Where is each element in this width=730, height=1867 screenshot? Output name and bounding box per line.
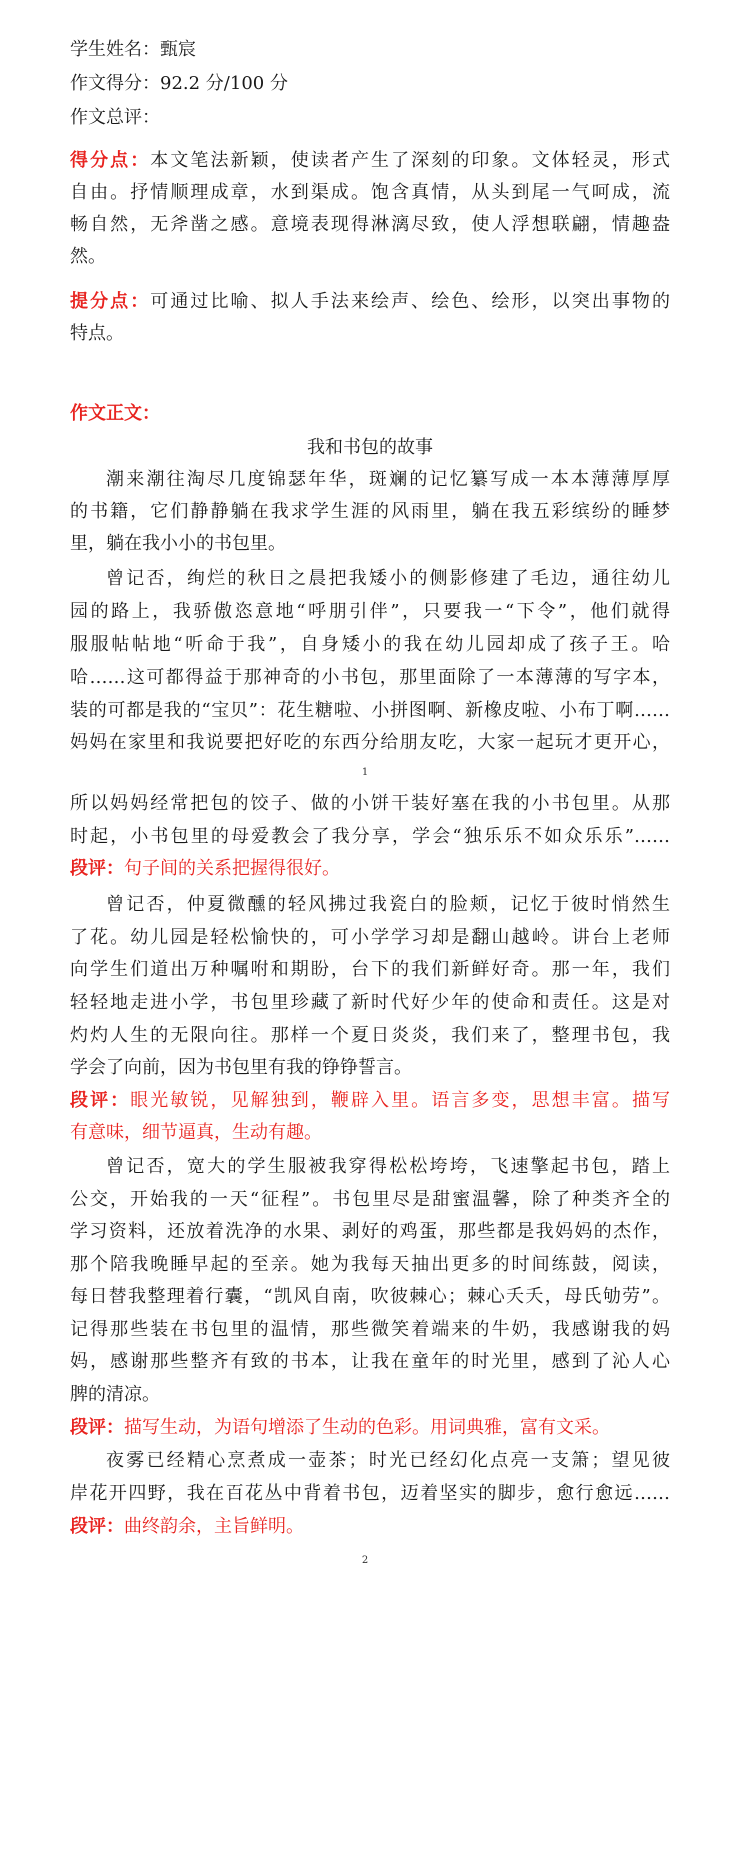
p2-line-5: 装的可都是我的“宝贝”：花生糖啦、小拼图啊、新橡皮啦、小布丁啊…… <box>70 700 670 721</box>
comment-2-line-2: 有意味，细节逼真，生动有趣。 <box>70 1122 322 1143</box>
improve-line-2: 特点。 <box>70 323 124 344</box>
p3-line-1: 曾记否，仲夏微醺的轻风拂过我瓷白的脸颊，记忆于彼时悄然生 <box>106 894 670 915</box>
p4-line-4: 那个陪我晚睡早起的至亲。她为我每天抽出更多的时间练鼓，阅读， <box>70 1254 670 1275</box>
merits-line-1 <box>70 149 670 173</box>
merits-text: 本文笔法新颖，使读者产生了深刻的印象。文体轻灵，形式 <box>150 150 671 171</box>
comment-2-label: 段评： <box>70 1090 131 1111</box>
p4-line-1: 曾记否，宽大的学生服被我穿得松松垮垮，飞速擎起书包，踏上 <box>106 1156 670 1177</box>
p3-line-4: 轻轻地走进小学，书包里珍藏了新时代好少年的使命和责任。这是对 <box>70 992 670 1013</box>
merits-label: 得分点： <box>70 150 151 171</box>
improve-text: 可通过比喻、拟人手法来绘声、绘色、绘形，以突出事物的 <box>150 291 671 312</box>
p2-line-3: 服服帖帖地“听命于我”，自身矮小的我在幼儿园却成了孩子王。哈 <box>70 634 670 655</box>
p2-line-1: 曾记否，绚烂的秋日之晨把我矮小的侧影修建了毛边，通往幼儿 <box>106 568 670 589</box>
p5-line-2: 岸花开四野，我在百花丛中背着书包，迈着坚实的脚步，愈行愈远…… <box>70 1483 670 1504</box>
p2-line-2: 园的路上，我骄傲恣意地“呼朋引伴”，只要我一“下令”，他们就得 <box>70 601 670 622</box>
comment-3-text: 描写生动，为语句增添了生动的色彩。用词典雅，富有文采。 <box>124 1417 610 1438</box>
p4-line-5: 每日替我整理着行囊，“凯风自南，吹彼棘心；棘心夭夭，母氏劬劳”。 <box>70 1286 670 1307</box>
page-number-2: 2 <box>361 1555 369 1566</box>
comment-1 <box>70 857 340 881</box>
comment-3 <box>70 1416 610 1440</box>
improve-line-1 <box>70 290 670 314</box>
p4-line-6: 记得那些装在书包里的温情，那些微笑着端来的牛奶，我感谢我的妈 <box>70 1319 670 1340</box>
essay-title: 我和书包的故事 <box>307 437 433 458</box>
merits-line-2: 自由。抒情顺理成章，水到渠成。饱含真情，从头到尾一气呵成，流 <box>70 182 670 203</box>
review-heading: 作文总评： <box>70 107 160 128</box>
comment-4-label: 段评： <box>70 1516 124 1537</box>
p2-cont-line-2: 时起，小书包里的母爱教会了我分享，学会“独乐乐不如众乐乐”…… <box>70 826 670 847</box>
p1-line-2: 的书籍，它们静静躺在我求学生涯的风雨里，躺在我五彩缤纷的睡梦 <box>70 501 670 522</box>
page-number-1: 1 <box>361 767 369 778</box>
merits-line-3: 畅自然，无斧凿之感。意境表现得淋漓尽致，使人浮想联翩，情趣盎 <box>70 214 670 235</box>
p3-line-5: 灼灼人生的无限向往。那样一个夏日炎炎，我们来了，整理书包，我 <box>70 1025 670 1046</box>
comment-1-text: 句子间的关系把握得很好。 <box>124 858 340 879</box>
score-label: 作文得分： <box>70 73 160 94</box>
student-name-value: 甄宸 <box>160 39 196 60</box>
p3-line-6: 学会了向前，因为书包里有我的铮铮誓言。 <box>70 1057 412 1078</box>
p4-line-7: 妈，感谢那些整齐有致的书本，让我在童年的时光里，感到了沁人心 <box>70 1351 670 1372</box>
comment-4 <box>70 1515 304 1539</box>
p1-line-1: 潮来潮往淘尽几度锦瑟年华，斑斓的记忆纂写成一本本薄薄厚厚 <box>106 469 670 490</box>
p3-line-2: 了花。幼儿园是轻松愉快的，可小学学习却是翻山越岭。讲台上老师 <box>70 927 670 948</box>
p2-cont-line-1: 所以妈妈经常把包的饺子、做的小饼干装好塞在我的小书包里。从那 <box>70 793 670 814</box>
merits-line-4: 然。 <box>70 246 106 267</box>
comment-1-label: 段评： <box>70 858 124 879</box>
p2-line-6: 妈妈在家里和我说要把好吃的东西分给朋友吃，大家一起玩才更开心， <box>70 732 670 753</box>
p3-line-3: 向学生们道出万种嘱咐和期盼，台下的我们新鲜好奇。那一年，我们 <box>70 959 670 980</box>
score-value: 92.2 分/100 分 <box>160 73 288 94</box>
p4-line-2: 公交，开始我的一天“征程”。书包里尽是甜蜜温馨，除了种类齐全的 <box>70 1189 670 1210</box>
comment-4-text: 曲终韵余，主旨鲜明。 <box>124 1516 304 1537</box>
student-name-label: 学生姓名： <box>70 39 160 60</box>
p1-line-3: 里，躺在我小小的书包里。 <box>70 533 286 554</box>
p4-line-8: 脾的清凉。 <box>70 1384 160 1405</box>
p2-line-4: 哈……这可都得益于那神奇的小书包，那里面除了一本薄薄的写字本， <box>70 667 670 688</box>
student-name-line <box>70 38 196 62</box>
p4-line-3: 学习资料，还放着洗净的水果、剥好的鸡蛋，那些都是我妈妈的杰作， <box>70 1221 670 1242</box>
comment-3-label: 段评： <box>70 1417 124 1438</box>
improve-label: 提分点： <box>70 291 151 312</box>
comment-2-text-1: 眼光敏锐，见解独到，鞭辟入里。语言多变，思想丰富。描写 <box>130 1090 671 1111</box>
p5-line-1: 夜雾已经精心烹煮成一壶茶；时光已经幻化点亮一支箫；望见彼 <box>106 1450 670 1471</box>
essay-label: 作文正文： <box>70 403 160 424</box>
score-line <box>70 72 288 96</box>
comment-2-line-1 <box>70 1089 670 1113</box>
